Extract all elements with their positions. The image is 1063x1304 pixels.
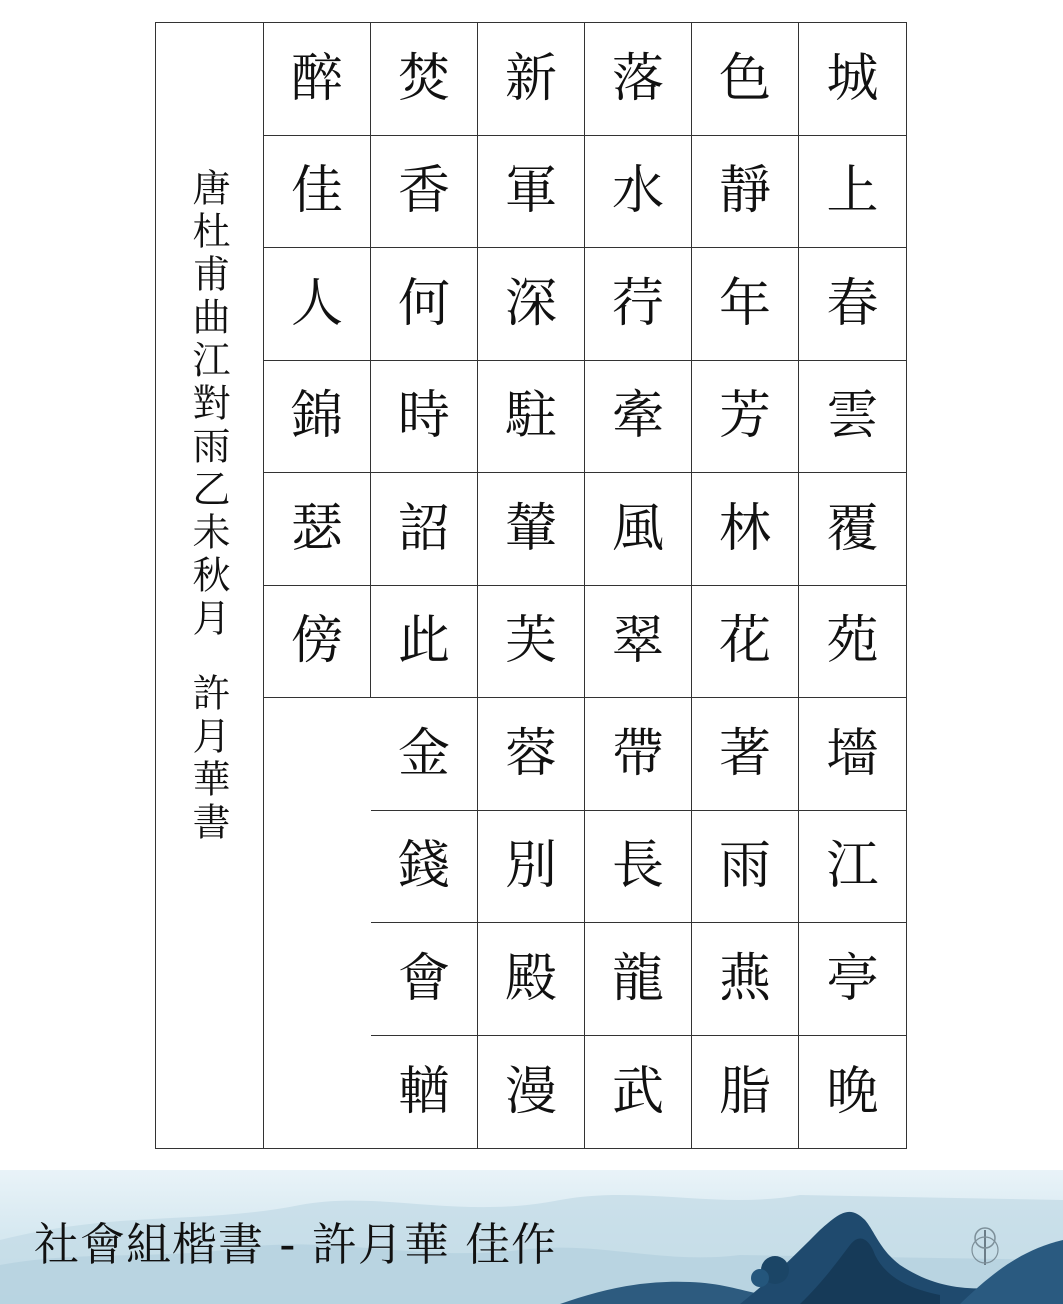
- grid-cell: 脂: [692, 1036, 799, 1149]
- grid-column: [478, 23, 585, 1148]
- signature-char: 月: [186, 716, 230, 759]
- signature-char: 對: [186, 383, 230, 426]
- grid-cell: 雲: [799, 361, 906, 474]
- grid-cell: 瑟: [264, 473, 371, 586]
- grid-cell: 色: [692, 23, 799, 136]
- grid-cell: 翠: [585, 586, 692, 699]
- grid-cell: 江: [799, 811, 906, 924]
- calligraphy-sheet: [155, 22, 907, 1149]
- grid-cell: 焚: [371, 23, 478, 136]
- grid-cell: 苑: [799, 586, 906, 699]
- grid-cell: 人: [264, 248, 371, 361]
- signature-char: 杜: [186, 211, 230, 254]
- grid-cell: 輶: [371, 1036, 478, 1149]
- grid-cell: 靜: [692, 136, 799, 249]
- grid-cell: 輦: [478, 473, 585, 586]
- banner-caption: 社會組楷書 - 許月華 佳作: [34, 1218, 558, 1271]
- grid-cell: 深: [478, 248, 585, 361]
- grid-cell: 錦: [264, 361, 371, 474]
- grid-cell: 時: [371, 361, 478, 474]
- grid-cell: 會: [371, 923, 478, 1036]
- grid-cell: 芳: [692, 361, 799, 474]
- grid-cell: 金: [371, 698, 478, 811]
- grid-cell: 錢: [371, 811, 478, 924]
- grid-cell: 殿: [478, 923, 585, 1036]
- signature-char: 未: [186, 512, 230, 555]
- grid-cell: 花: [692, 586, 799, 699]
- grid-cell: 春: [799, 248, 906, 361]
- grid-cell: 芙: [478, 586, 585, 699]
- grid-cell: 上: [799, 136, 906, 249]
- grid-cell: 漫: [478, 1036, 585, 1149]
- grid-cell: 水: [585, 136, 692, 249]
- grid-cell: 覆: [799, 473, 906, 586]
- grid-cell: 佳: [264, 136, 371, 249]
- grid-cell: 帶: [585, 698, 692, 811]
- grid-cell: 駐: [478, 361, 585, 474]
- signature-char: 許: [186, 673, 230, 716]
- grid-cell: 著: [692, 698, 799, 811]
- grid-column: [585, 23, 692, 1148]
- grid-cell: 軍: [478, 136, 585, 249]
- signature-char: 雨: [186, 426, 230, 469]
- grid-cell: 傍: [264, 586, 371, 699]
- grid-cell: 年: [692, 248, 799, 361]
- signature-char: 秋: [186, 555, 230, 598]
- signature-inscription: [184, 168, 232, 845]
- grid-cell: 武: [585, 1036, 692, 1149]
- signature-char: 書: [186, 802, 230, 845]
- grid-cell: 荇: [585, 248, 692, 361]
- grid-cell: 亭: [799, 923, 906, 1036]
- grid-cell: 林: [692, 473, 799, 586]
- grid-cell: 何: [371, 248, 478, 361]
- grid-cell: 醉: [264, 23, 371, 136]
- grid-cell: 落: [585, 23, 692, 136]
- grid-cell: 雨: [692, 811, 799, 924]
- grid-cell: 此: [371, 586, 478, 699]
- grid-cell: 別: [478, 811, 585, 924]
- signature-char: 月: [186, 598, 230, 641]
- grid-cell: 牽: [585, 361, 692, 474]
- grid-cell: 晚: [826, 1061, 879, 1122]
- grid-cell: 龍: [585, 923, 692, 1036]
- signature-column: [156, 23, 264, 1148]
- grid-cell: 城: [799, 23, 906, 136]
- grid-cell: 新: [478, 23, 585, 136]
- grid-cell: 長: [585, 811, 692, 924]
- signature-char: 曲: [186, 297, 230, 340]
- signature-char: 乙: [186, 469, 230, 512]
- grid-column: [371, 23, 478, 1148]
- grid-column: [799, 23, 906, 1148]
- grid-column: [264, 23, 371, 698]
- grid-cell: 墻: [799, 698, 906, 811]
- grid-cell: 燕: [692, 923, 799, 1036]
- grid-cell: 風: [585, 473, 692, 586]
- grid-column: [692, 23, 799, 1148]
- grid-cell: 香: [371, 136, 478, 249]
- bottom-banner: [0, 1170, 1063, 1304]
- signature-char: 甫: [186, 254, 230, 297]
- signature-char: 唐: [186, 168, 230, 211]
- character-grid: [264, 23, 906, 1148]
- signature-char: 華: [186, 759, 230, 802]
- signature-char: 江: [186, 340, 230, 383]
- grid-cell: 詔: [371, 473, 478, 586]
- grid-cell: 蓉: [478, 698, 585, 811]
